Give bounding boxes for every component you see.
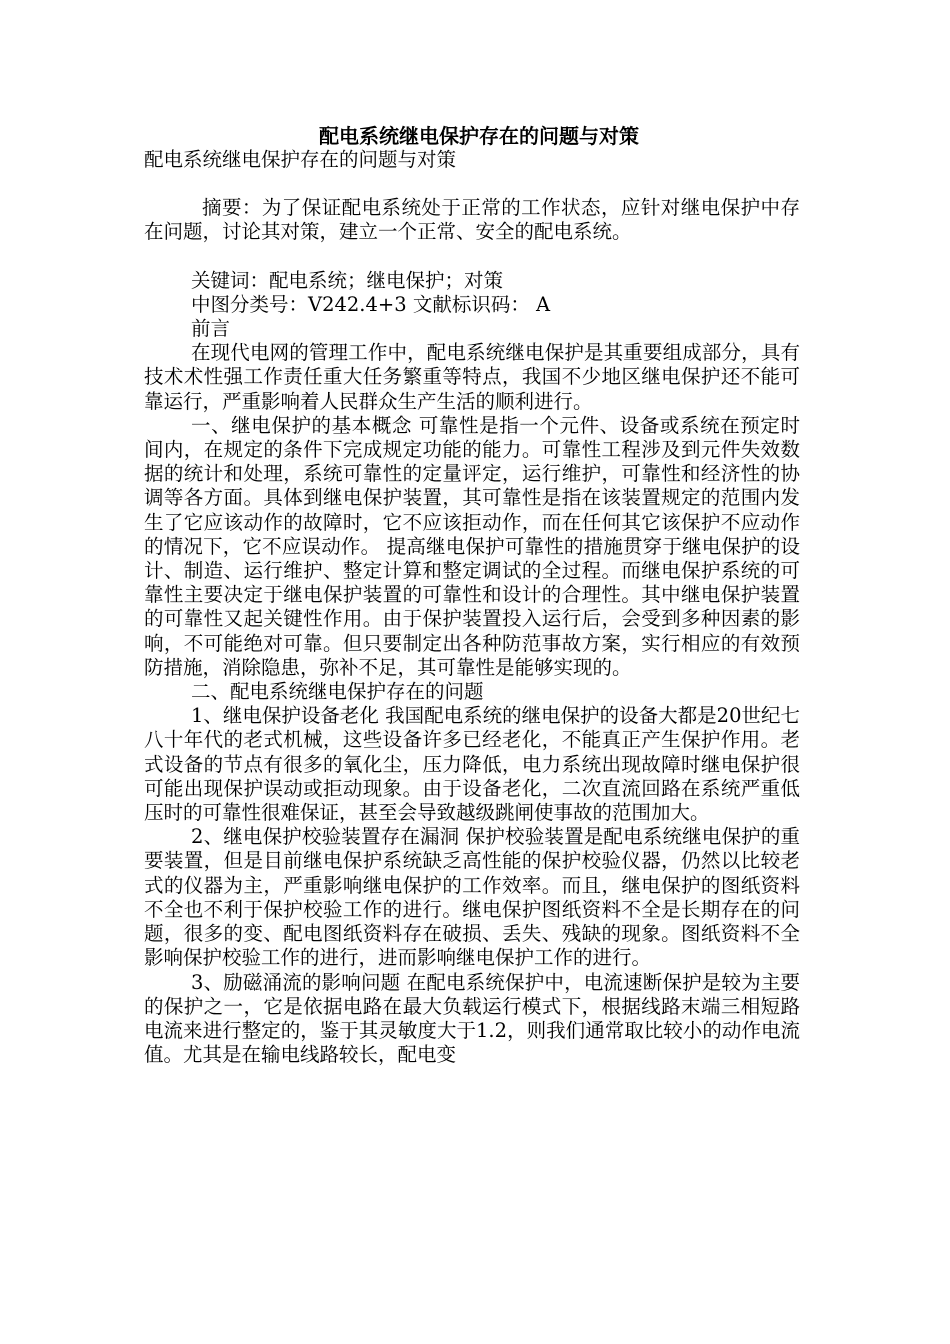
paragraph-2-3: 3、励磁涌流的影响问题 在配电系统保护中，电流速断保护是较为主要的保护之一，它是依据电路在最大负载运行模式下，根据线路末端三相短路电流来进行整定的，鉴于其灵敏度大于1.2，则我们通常取比较小的动作电流值。尤其是在输电线路较长，配电变 — [144, 970, 800, 1067]
paragraph-intro: 在现代电网的管理工作中，配电系统继电保护是其重要组成部分，具有技术术性强工作责任重大任务繁重等特点，我国不少地区继电保护还不能可靠运行，严重影响着人民群众生产生活的顺利进行。 — [144, 341, 800, 413]
abstract: 摘要：为了保证配电系统处于正常的工作状态，应针对继电保护中存在问题，讨论其对策，建立一个正常、安全的配电系统。 — [144, 196, 800, 244]
classification: 中图分类号：V242.4+3 文献标识码： A — [191, 292, 551, 316]
paragraph-section-1: 一、继电保护的基本概念 可靠性是指一个元件、设备或系统在预定时间内，在规定的条件下完成规定功能的能力。可靠性工程涉及到元件失效数据的统计和处理，系统可靠性的定量评定，运行维护，可靠性和经济性的协调等各方面。具体到继电保护装置，其可靠性是指在该装置规定的范围内发生了它应该动作的故障时，它不应该拒动作，而在任何其它该保护不应动作的情况下，它不应误动作。 提高继电保护可靠性的措施贯穿于继电保护的设计、制造、运行维护、整定计算和整定调试的全过程。而继电保护系统的可靠性主要决定于继电保护装置的可靠性和设计的合理性。其中继电保护装置的可靠性又起关键性作用。由于保护装置投入运行后，会受到多种因素的影响，不可能绝对可靠。但只要制定出各种防范事故方案，实行相应的有效预防措施，消除隐患，弥补不足，其可靠性是能够实现的。 — [144, 413, 800, 679]
spacer — [144, 172, 800, 196]
paragraph-2-1: 1、继电保护设备老化 我国配电系统的继电保护的设备大都是20世纪七八十年代的老式机械，这些设备许多已经老化，不能真正产生保护作用。老式设备的节点有很多的氧化尘，压力降低，电力系统出现故障时继电保护很可能出现保护误动或拒动现象。由于设备老化，二次直流回路在系统严重低压时的可靠性很难保证，甚至会导致越级跳闸使事故的范围加大。 — [144, 704, 800, 825]
keywords: 关键词：配电系统；继电保护；对策 — [191, 268, 504, 292]
preface-heading: 前言 — [191, 317, 231, 341]
section-2-heading: 二、配电系统继电保护存在的问题 — [191, 680, 484, 704]
document-title: 配电系统继电保护存在的问题与对策 — [319, 124, 639, 148]
document-subtitle: 配电系统继电保护存在的问题与对策 — [144, 148, 457, 171]
metadata-block — [144, 269, 800, 342]
paragraph-2-2: 2、继电保护校验装置存在漏洞 保护校验装置是配电系统继电保护的重要装置，但是目前继电保护系统缺乏高性能的保护校验仪器，仍然以比较老式的仪器为主，严重影响继电保护的工作效率。而且，继电保护的图纸资料不全也不利于保护校验工作的进行。继电保护图纸资料不全是长期存在的问题，很多的变、配电图纸资料存在破损、丢失、残缺的现象。图纸资料不全影响保护校验工作的进行，进而影响继电保护工作的进行。 — [144, 825, 800, 970]
document-page — [144, 124, 800, 1067]
